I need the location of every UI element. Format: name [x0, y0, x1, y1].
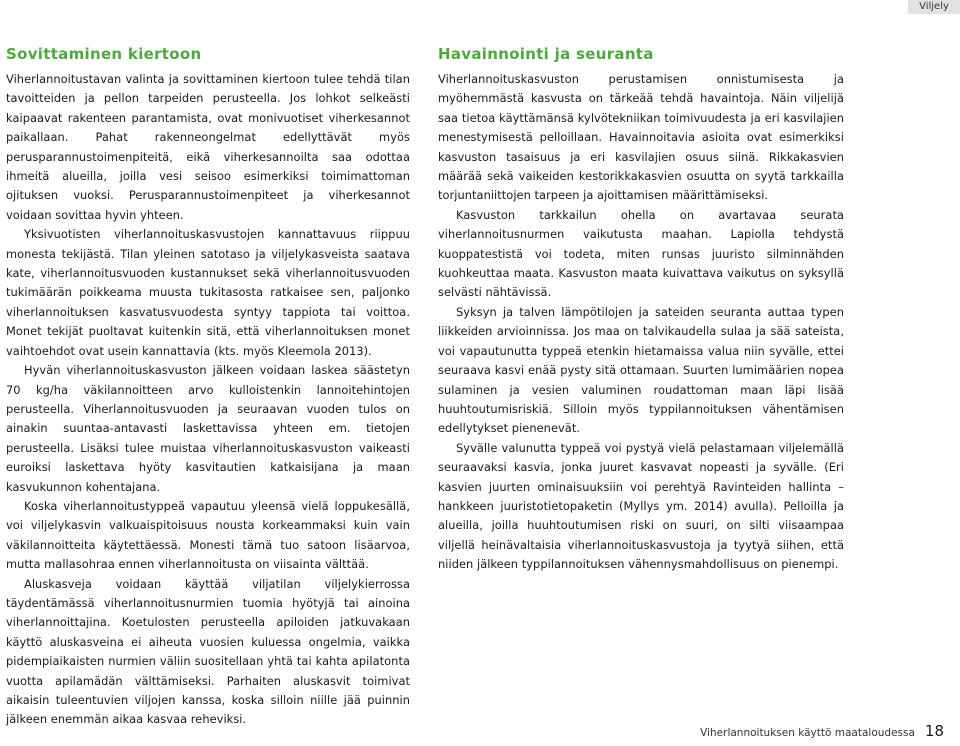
- section-heading-havainnointi: Havainnointi ja seuranta: [438, 45, 654, 63]
- paragraph: Viherlannoituskasvuston perustamisen onnistumisesta ja myöhemmästä kasvusta on tärkeää tehdä havaintoja. Näin viljelijä saa tietoa käyttämänsä kylvötekniikan toimivuudesta ja eri kasvilajien menestymisestä pelloillaan. Havainnoitavia asioita ovat esimerkiksi kasvuston tasaisuus ja eri kasvilajien osuus siinä. Rikkakasvien määrää sekä vaikeiden kestorikkakasvien osuutta on syytä tarkkailla torjuntaniittojen tarpeen ja ajoittamisen määrittämiseksi.: [438, 72, 844, 203]
- page-number: 18: [924, 722, 944, 740]
- paragraph: Aluskasveja voidaan käyttää viljatilan viljelykierrossa täydentämässä viherlannoitusnurmien tuomia hyötyjä tai ainoina viherlannoittajina. Koetulosten perusteella apiloiden jatkuvakaan käyttö aluskasveina ei aiheuta vuosien kuluessa ongelmia, vaikka pidempiaikaisten nurmien väliin suositellaan yhtä tai kahta apilatonta vuotta apilamädän välttämiseksi. Parhaiten aluskasvit toimivat aikaisin tuleentuvien viljojen kanssa, koska silloin niille jää puinnin jälkeen enemmän aikaa kasvaa reheviksi.: [6, 576, 410, 727]
- paragraph: Syksyn ja talven lämpötilojen ja sateiden seuranta auttaa typen liikkeiden arvioinnissa. Jos maa on talvikaudella sulaa ja sää sateista, voi vapautunutta typpeä etenkin hietamaissa valua niin syvälle, ettei seuraava kasvi enää pysty sitä ottamaan. Suurten lumimäärien nopea sulaminen ja vesien valuminen roudattoman maan läpi lisää huuhtoutumisriskiä. Silloin myös typpilannoituksen vähentämisen edellytykset pienenevät.: [438, 304, 844, 436]
- running-head: Viljely: [908, 0, 960, 14]
- page-footer: [700, 722, 944, 740]
- paragraph: Yksivuotisten viherlannoituskasvustojen kannattavuus riippuu monesta tekijästä. Tilan yleinen satotaso ja viljelykasveista saatava kate, viherlannoitusvuoden kustannukset sekä viherlannoitusvuoden tukimäärän poikkeama muusta tukitasosta ratkaisee sen, paljonko viherlannoituksen kasvatusvuodesta syntyy tappiota tai voittoa. Monet tekijät puoltavat kuitenkin sitä, että viherlannoituksen monet vaihtoehdot ovat usein kannattavia (kts. myös Kleemola 2013).: [6, 227, 410, 358]
- paragraph: Hyvän viherlannoituskasvuston jälkeen voidaan laskea säästetyn 70 kg/ha väkilannoitteen arvo kulloistenkin lannoitehintojen perusteella. Viherlannoitusvuoden ja seuraavan vuoden tulos on ainakin suuntaa-antavasti laskettavissa yhteen em. tietojen perusteella. Lisäksi tulee muistaa viherlannoituskasvuston vaikeasti euroiksi laskettava hyöty kasvitautien katkaisijana ja maan kasvukunnon kohentajana.: [6, 363, 410, 494]
- paragraph: Kasvuston tarkkailun ohella on avartavaa seurata viherlannoitusnurmen vaikutusta maahan. Lapiolla tehdystä kuoppatestistä voi todeta, miten runsas juuristo silminnähden kuohkeuttaa maata. Kasvuston maata kuivattava vaikutus on syksyllä selvästi nähtävissä.: [438, 207, 844, 300]
- section-heading-sovittaminen: Sovittaminen kiertoon: [6, 45, 202, 63]
- left-column: [6, 44, 410, 730]
- paragraph: Syvälle valunutta typpeä voi pystyä vielä pelastamaan viljelemällä seuraavaksi kasvia, jonka juuret kasvavat nopeasti ja syvälle. (Eri kasvien juurten ominaisuuksiin voi perehtyä Ravinteiden hallinta –hankkeen juuristotietopaketin (Myllys ym. 2014) avulla). Pelloilla ja alueilla, joilla huuhtoutumisen riski on suuri, on silti viisaampaa viljellä heinävaltaisia viherlannoituskasvustoja ja tyytyä siihen, että niiden jälkeen typpilannoituksen vähennysmahdollisuus on pienempi.: [438, 440, 844, 572]
- paragraph: Viherlannoitustavan valinta ja sovittaminen kiertoon tulee tehdä tilan tavoitteiden ja pellon tarpeiden perusteella. Jos lohkot selkeästi kaipaavat rakenteen parantamista, ovat monivuotiset viherkesannot paikallaan. Pahat rakenneongelmat edellyttävät myös perusparannustoimenpiteitä, eikä viherkesannoilta saa odottaa ihmeitä alueilla, joilla vesi seisoo esimerkiksi toimimattoman ojituksen vuoksi. Perusparannustoimenpiteet ja viherkesannot voidaan sovittaa hyvin yhteen.: [6, 72, 410, 222]
- paragraph: Koska viherlannoitustyppeä vapautuu yleensä vielä loppukesällä, voi viljelykasvin valkuaispitoisuus nousta korkeammaksi kuin vain väkilannoitteita käytettäessä. Monesti tämä tuo satoon lisäarvoa, mutta mallasohraa ennen viherlannoitusta on viisainta välttää.: [6, 498, 410, 572]
- footer-title: Viherlannoituksen käyttö maataloudessa: [700, 727, 915, 739]
- right-column: [438, 44, 844, 575]
